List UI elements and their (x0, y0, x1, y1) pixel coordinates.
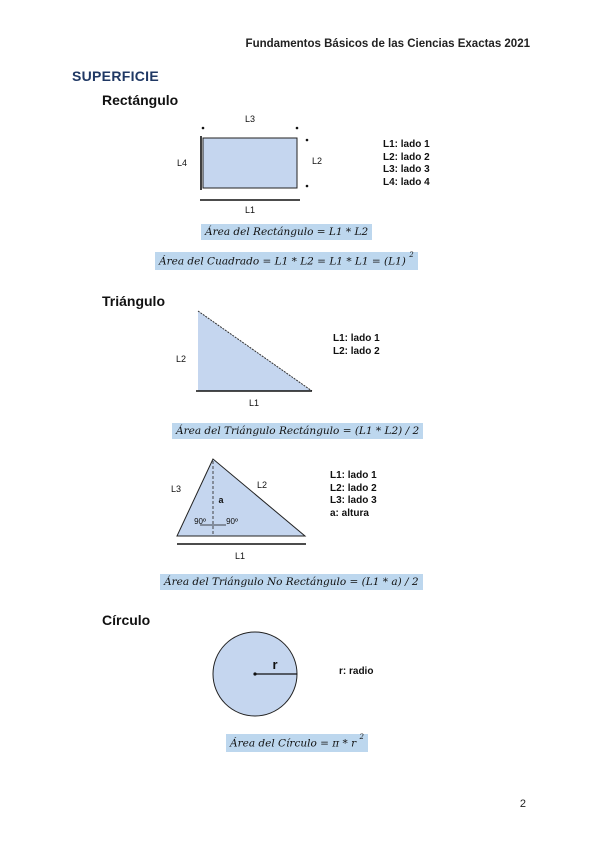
height-label-a: a (218, 495, 224, 505)
legend-item: L2: lado 2 (330, 482, 377, 494)
rectangle-diagram (160, 105, 330, 220)
circle-heading: Círculo (102, 612, 151, 628)
rectangle-label-l2: L2 (311, 156, 323, 166)
corner-dot (306, 185, 309, 188)
angle-label-right: 90º (226, 517, 238, 526)
circle-diagram (205, 625, 315, 725)
legend-item: r: radio (339, 666, 374, 677)
legend-item: L1: lado 1 (383, 139, 430, 150)
right-triangle-label-l2: L2 (175, 354, 187, 364)
rectangle-label-l4: L4 (176, 158, 188, 168)
right-triangle-label-l1: L1 (248, 398, 260, 408)
rectangle-heading: Rectángulo (102, 92, 179, 108)
legend-item: L1: lado 1 (330, 470, 377, 481)
legend-item: L4: lado 4 (383, 176, 430, 188)
formula-general-triangle-area: Área del Triángulo No Rectángulo = (L1 * a) / 2 (160, 574, 423, 590)
corner-dot (306, 139, 309, 142)
formula-circle-text: Área del Círculo = π * r (230, 737, 357, 750)
rectangle-shape (203, 138, 297, 188)
formula-right-triangle-area: Área del Triángulo Rectángulo = (L1 * L2) / 2 (172, 423, 423, 439)
running-header: Fundamentos Básicos de las Ciencias Exactas 2021 (245, 38, 530, 50)
general-triangle-label-l1: L1 (234, 551, 246, 561)
legend-item: L2: lado 2 (333, 345, 380, 357)
rectangle-label-l1: L1 (244, 205, 256, 215)
rectangle-label-l3: L3 (244, 114, 256, 124)
legend-item: a: altura (330, 507, 369, 519)
general-triangle-label-l3: L3 (170, 484, 182, 494)
formula-square-area (155, 252, 418, 270)
legend-item: L1: lado 1 (333, 333, 380, 344)
right-triangle-diagram (170, 305, 330, 415)
formula-rectangle-area: Área del Rectángulo = L1 * L2 (201, 224, 372, 240)
general-triangle-label-l2: L2 (256, 480, 268, 490)
circle-legend (339, 666, 373, 679)
section-title: SUPERFICIE (72, 68, 160, 84)
formula-circle-area (226, 734, 368, 752)
formula-square-text: Área del Cuadrado = L1 * L2 = L1 * L1 = (L1) (159, 255, 406, 268)
radius-label-r: r (272, 657, 278, 672)
legend-item: L3: lado 3 (330, 495, 377, 506)
general-triangle-legend (330, 470, 377, 520)
angle-label-left: 90º (194, 517, 206, 526)
legend-item: L2: lado 2 (383, 151, 430, 163)
center-dot (253, 672, 256, 675)
corner-dot (296, 127, 299, 130)
page-number: 2 (519, 798, 526, 810)
formula-circle-exponent: 2 (359, 733, 364, 741)
triangle-heading: Triángulo (102, 293, 165, 309)
corner-dot (202, 127, 205, 130)
general-triangle-diagram (160, 452, 320, 567)
right-triangle-legend (333, 333, 380, 358)
formula-square-exponent: 2 (409, 251, 414, 259)
legend-item: L3: lado 3 (383, 164, 430, 175)
rectangle-legend (383, 139, 430, 189)
